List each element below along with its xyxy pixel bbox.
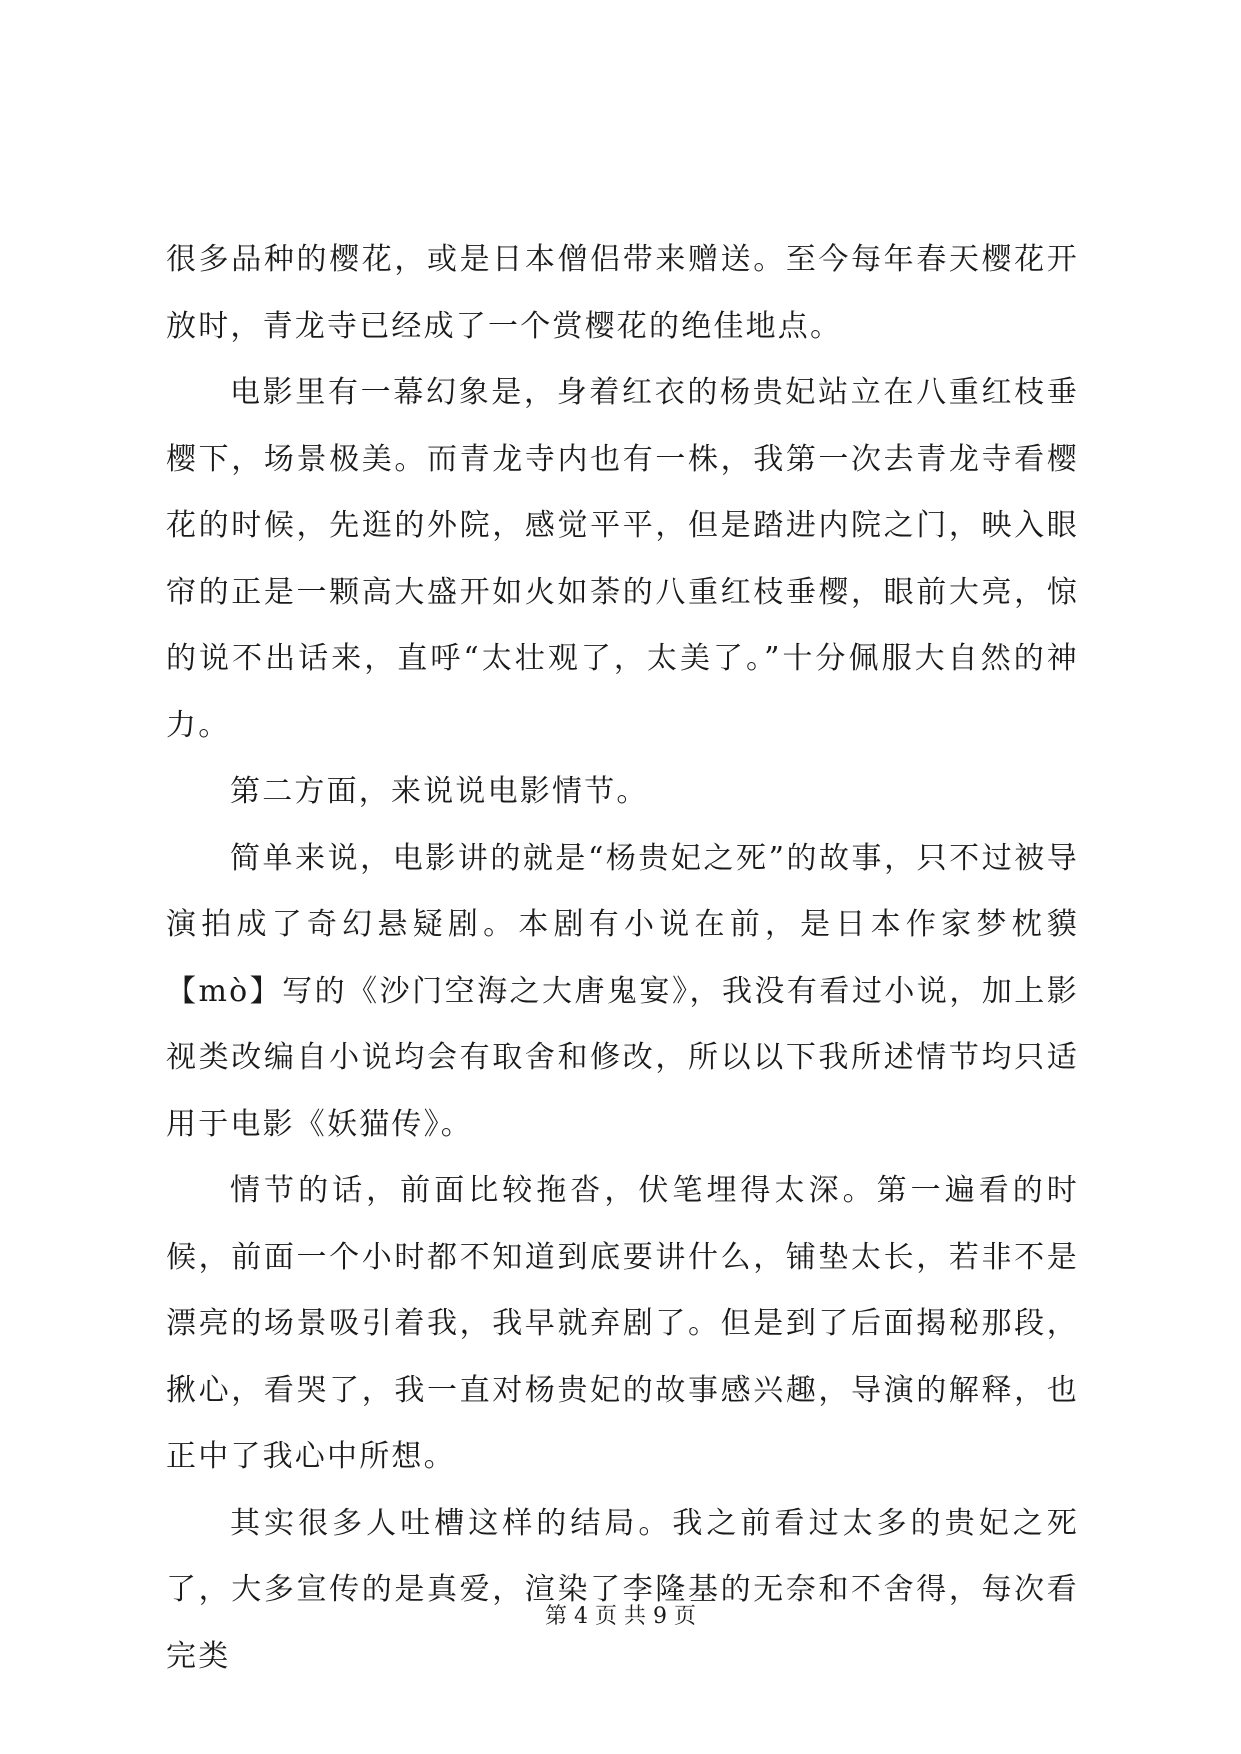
paragraph-1: 很多品种的樱花，或是日本僧侣带来赠送。至今每年春天樱花开放时，青龙寺已经成了一个赏樱花的绝佳地点。 xyxy=(166,242,1079,344)
paragraph-5: 情节的话，前面比较拖沓，伏笔埋得太深。第一遍看的时候，前面一个小时都不知道到底要讲什么，铺垫太长，若非不是漂亮的场景吸引着我，我早就弃剧了。但是到了后面揭秘那段，揪心，看哭了，我一直对杨贵妃的故事感兴趣，导演的解释，也正中了我心中所想。 xyxy=(166,1173,1079,1474)
paragraph-3: 第二方面，来说说电影情节。 xyxy=(230,774,649,809)
body-text xyxy=(166,227,1079,1690)
page-footer: 第 4 页 共 9 页 xyxy=(545,1604,696,1629)
paragraph-4: 简单来说，电影讲的就是“杨贵妃之死”的故事，只不过被导演拍成了奇幻悬疑剧。本剧有小说在前，是日本作家梦枕貘【mò】写的《沙门空海之大唐鬼宴》，我没有看过小说，加上影视类改编自小说均会有取舍和修改，所以以下我所述情节均只适用于电影《妖猫传》。 xyxy=(166,840,1079,1142)
paragraph-2: 电影里有一幕幻象是，身着红衣的杨贵妃站立在八重红枝垂樱下，场景极美。而青龙寺内也有一株，我第一次去青龙寺看樱花的时候，先逛的外院，感觉平平，但是踏进内院之门，映入眼帘的正是一颗高大盛开如火如荼的八重红枝垂樱，眼前大亮，惊的说不出话来，直呼“太壮观了，太美了。”十分佩服大自然的神力。 xyxy=(166,375,1079,743)
paragraph-6: 其实很多人吐槽这样的结局。我之前看过太多的贵妃之死了，大多宣传的是真爱，渲染了李隆基的无奈和不舍得，每次看完类 xyxy=(166,1505,1079,1674)
